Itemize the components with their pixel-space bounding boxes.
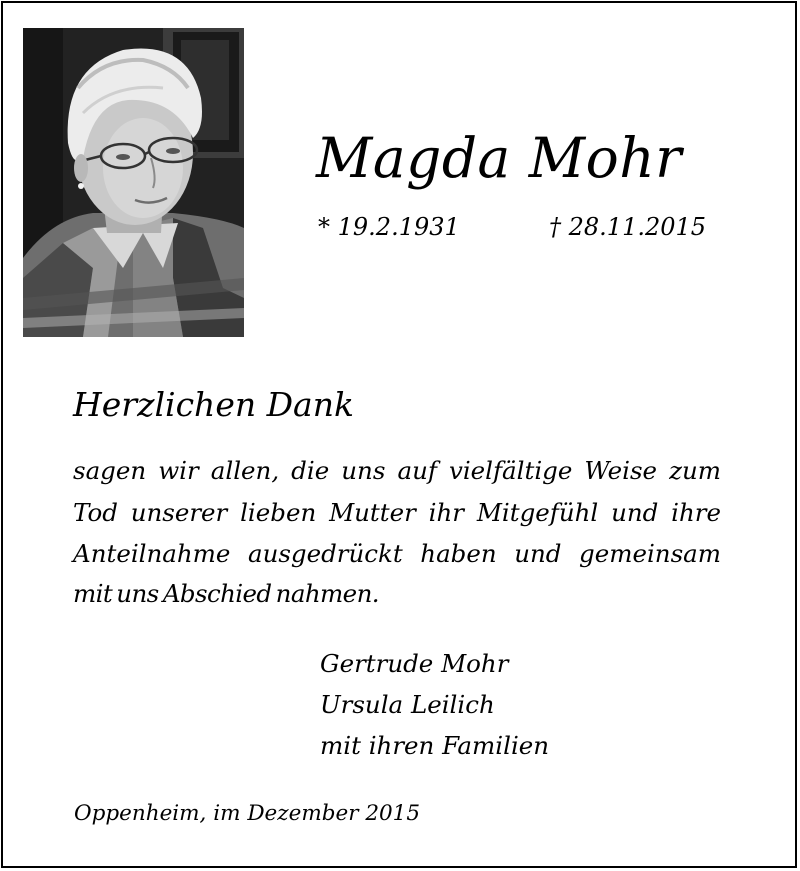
birth-date: * 19.2.1931: [318, 213, 460, 241]
place-date: Oppenheim, im Dezember 2015: [74, 801, 421, 826]
body-text-line: Anteilnahme ausgedrückt haben und gemeinsam: [73, 539, 721, 568]
body-text-line: mit uns Abschied nahmen.: [73, 579, 379, 608]
death-date: † 28.11.2015: [549, 213, 707, 241]
signatory: Ursula Leilich: [320, 690, 495, 719]
body-text-line: Tod unserer lieben Mutter ihr Mitgefühl und ihre: [73, 498, 721, 527]
portrait-photo: [23, 28, 244, 337]
signatory: mit ihren Familien: [320, 731, 550, 760]
deceased-name: Magda Mohr: [316, 126, 682, 190]
signatory: Gertrude Mohr: [320, 649, 509, 678]
body-text-line: sagen wir allen, die uns auf vielfältige Weise zum: [73, 456, 721, 485]
thanks-heading: Herzlichen Dank: [73, 385, 354, 424]
